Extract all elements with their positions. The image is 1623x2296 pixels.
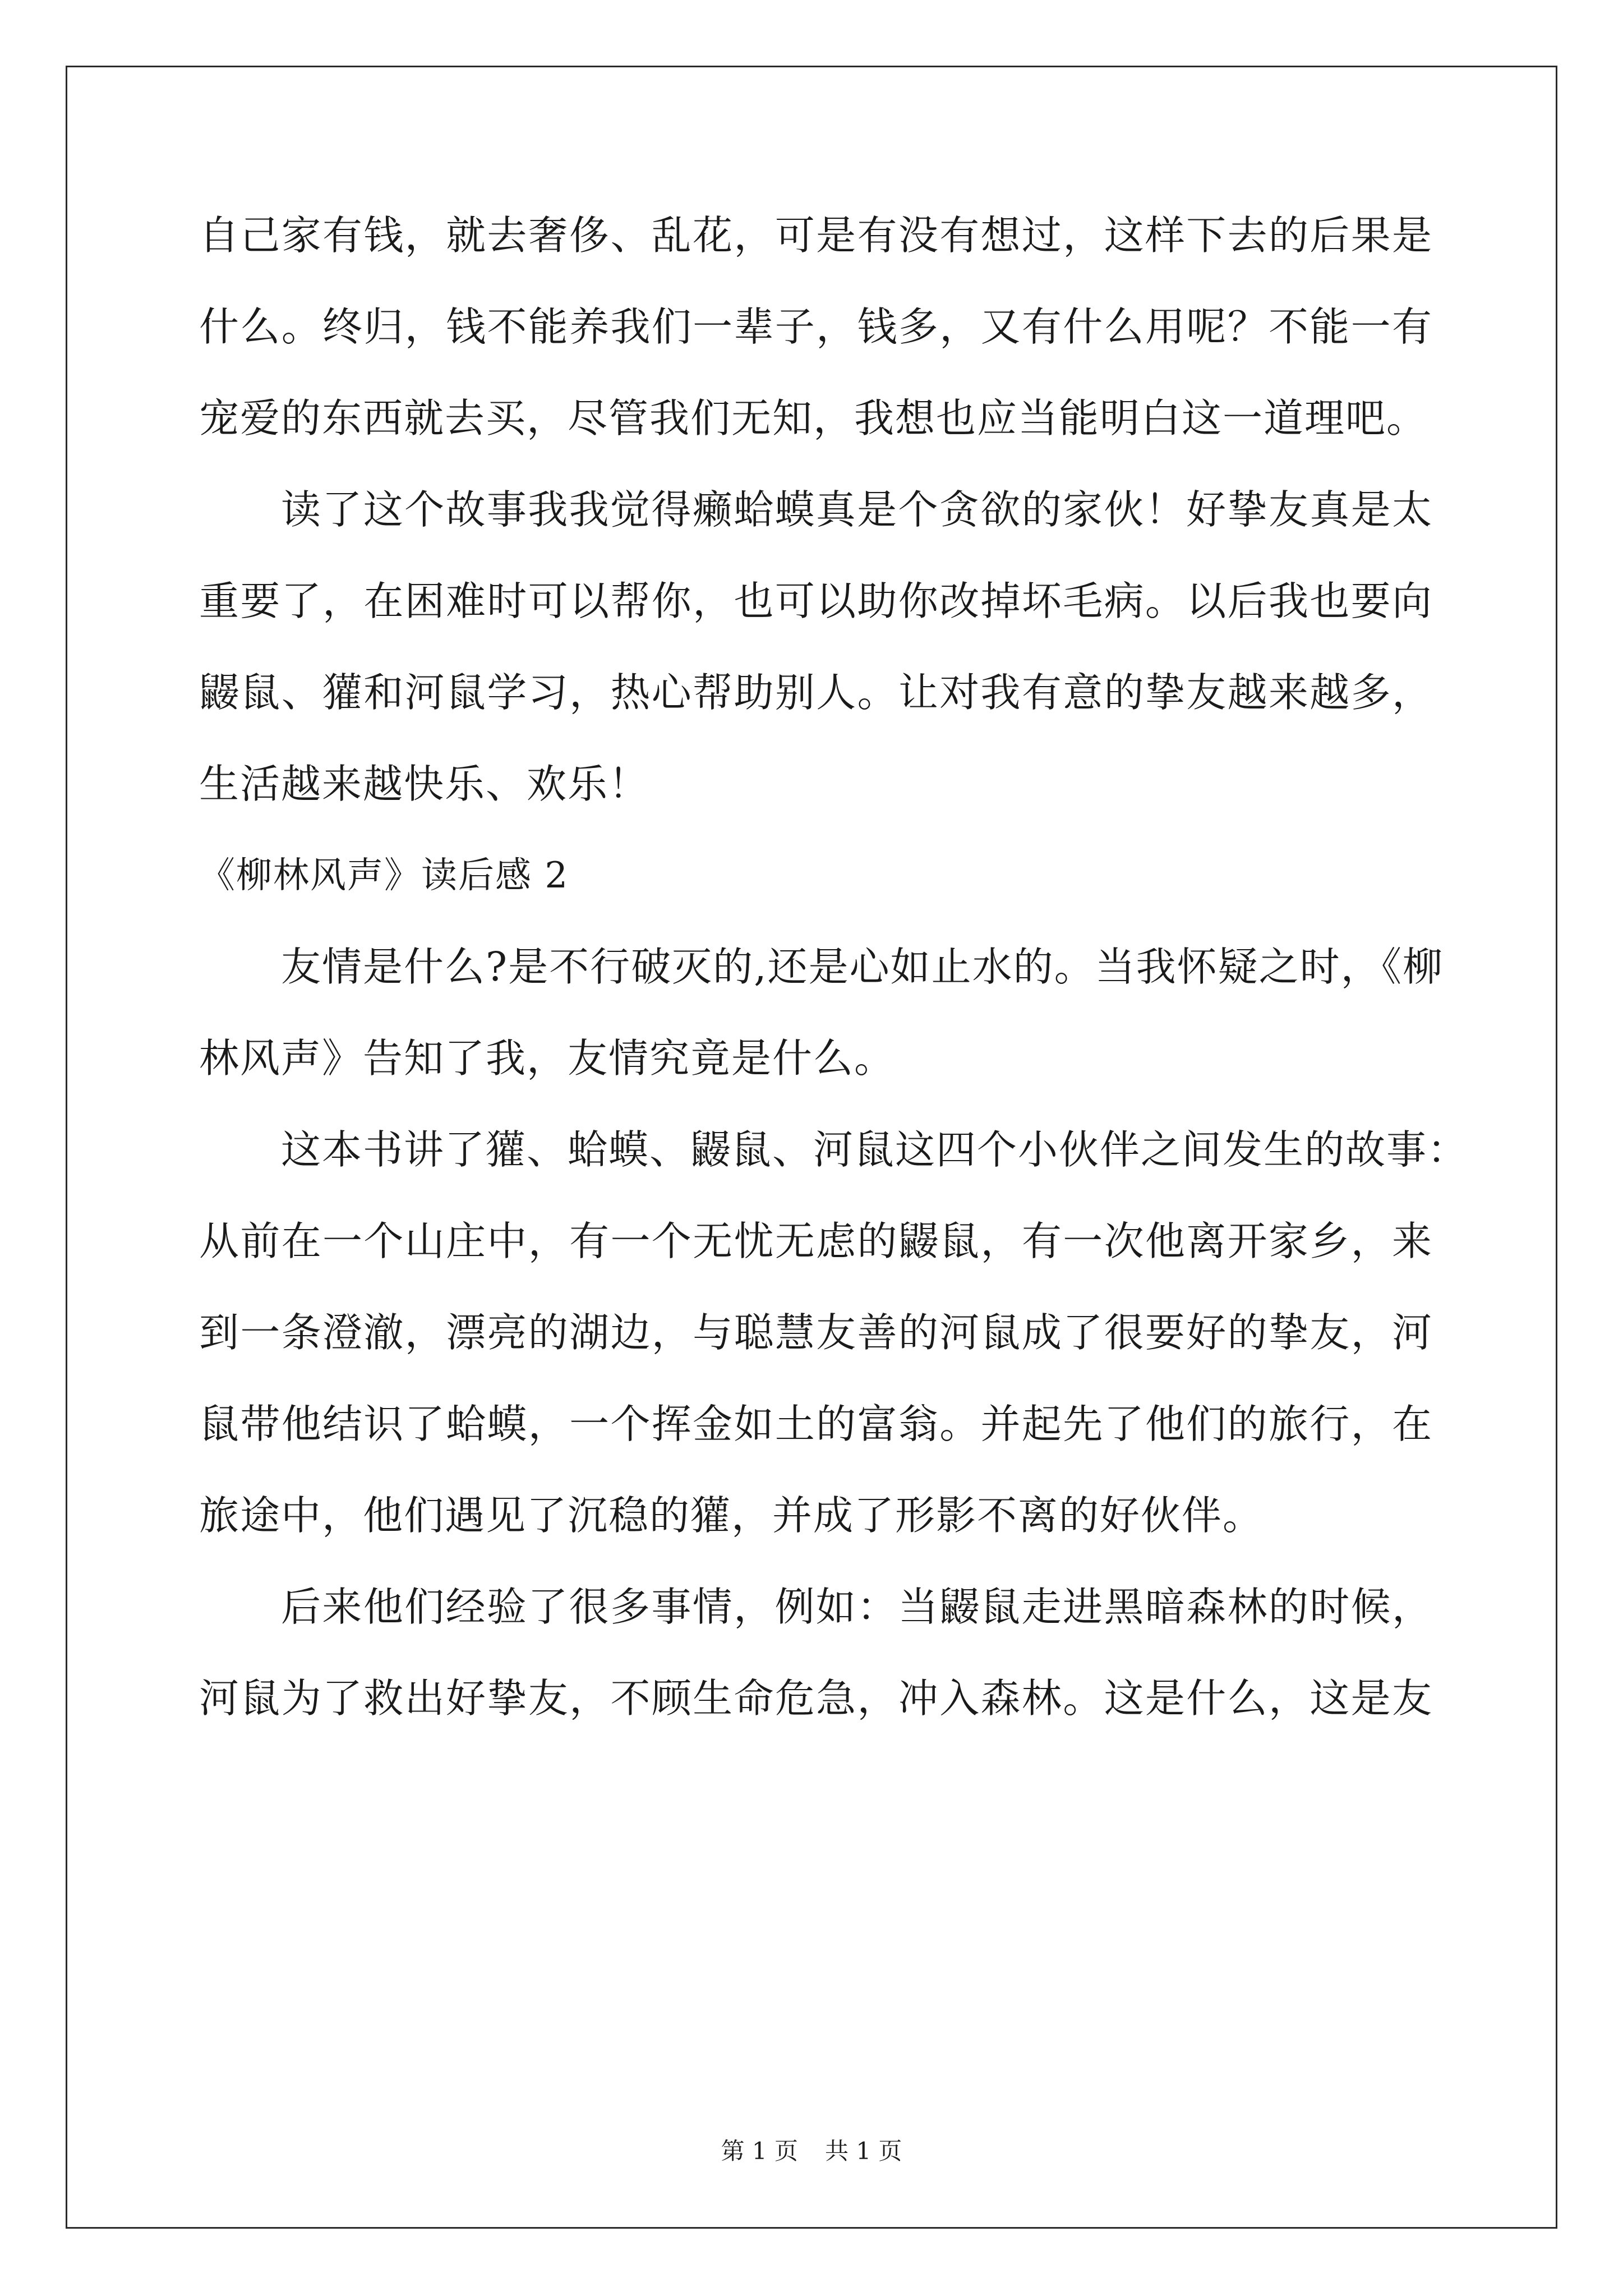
page-number: 第 1 页 — [721, 2137, 798, 2165]
page-total: 共 1 页 — [825, 2137, 902, 2165]
text-line: 这本书讲了獾、蛤蟆、鼹鼠、河鼠这四个小伙伴之间发生的故事： — [281, 1126, 1469, 1173]
text-line: 林风声》告知了我，友情究竟是什么。 — [199, 1035, 896, 1082]
text-line: 读了这个故事我我觉得癞蛤蟆真是个贪欲的家伙！好挚友真是太 — [281, 486, 1433, 533]
text-line: 从前在一个山庄中，有一个无忧无虑的鼹鼠，有一次他离开家乡，来 — [199, 1218, 1433, 1264]
text-line: 到一条澄澈，漂亮的湖边，与聪慧友善的河鼠成了很要好的挚友，河 — [199, 1309, 1433, 1356]
text-line: 鼹鼠、獾和河鼠学习，热心帮助别人。让对我有意的挚友越来越多， — [199, 669, 1433, 716]
section-heading: 《柳林风声》读后感 2 — [199, 855, 569, 896]
page-footer — [0, 2134, 1623, 2168]
text-line: 后来他们经验了很多事情，例如：当鼹鼠走进黑暗森林的时候， — [281, 1584, 1433, 1630]
text-line: 重要了，在困难时可以帮你，也可以助你改掉坏毛病。以后我也要向 — [199, 578, 1433, 624]
text-line: 友情是什么?是不行破灭的,还是心如止水的。当我怀疑之时，《柳 — [281, 944, 1444, 990]
text-line: 鼠带他结识了蛤蟆，一个挥金如土的富翁。并起先了他们的旅行，在 — [199, 1401, 1433, 1447]
text-line: 河鼠为了救出好挚友，不顾生命危急，冲入森林。这是什么，这是友 — [199, 1675, 1433, 1722]
text-line: 自己家有钱，就去奢侈、乱花，可是有没有想过，这样下去的后果是 — [199, 212, 1433, 259]
text-line: 宠爱的东西就去买，尽管我们无知，我想也应当能明白这一道理吧。 — [199, 395, 1428, 441]
text-line: 什么。终归，钱不能养我们一辈子，钱多，又有什么用呢？不能一有 — [199, 303, 1433, 350]
text-line: 旅途中，他们遇见了沉稳的獾，并成了形影不离的好伙伴。 — [199, 1492, 1264, 1539]
text-line: 生活越来越快乐、欢乐！ — [199, 761, 650, 807]
